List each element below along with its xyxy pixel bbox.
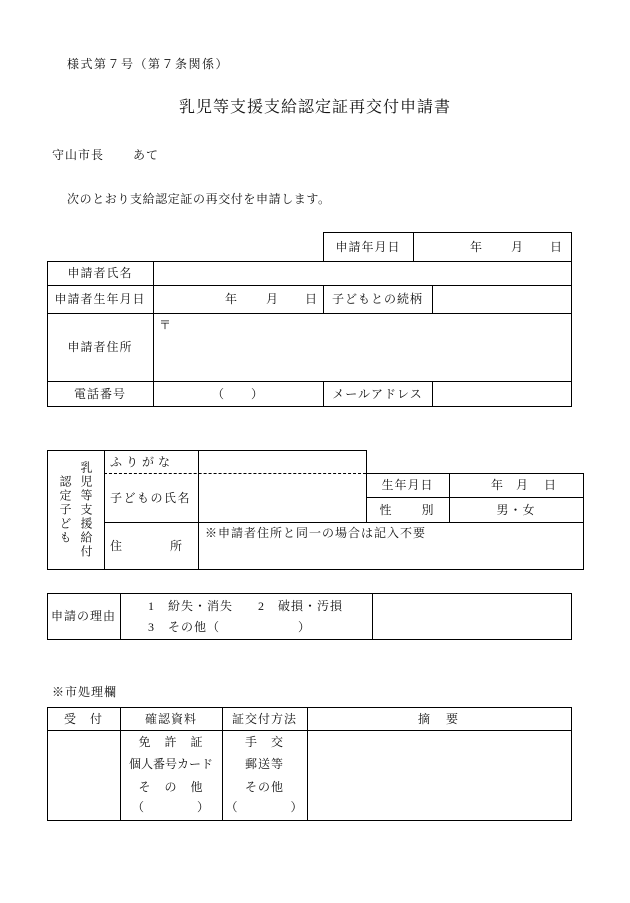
reason-option-damaged: 2 破損・汚損 bbox=[258, 599, 344, 613]
child-gender-options: 男・女 bbox=[496, 502, 536, 517]
office-use-label: ※市処理欄 bbox=[52, 685, 118, 699]
application-date-month: 月 bbox=[511, 240, 525, 254]
reason-detail-field bbox=[373, 594, 571, 639]
child-address-note: ※申請者住所と同一の場合は記入不要 bbox=[205, 526, 427, 540]
table-rule bbox=[571, 593, 572, 640]
issuance-method-item: 郵送等 bbox=[244, 757, 284, 771]
application-date-day: 日 bbox=[550, 240, 564, 254]
column-header-verification: 確認資料 bbox=[144, 711, 197, 726]
verification-item: 個人番号カード bbox=[128, 757, 213, 771]
reason-label: 申請の理由 bbox=[50, 609, 116, 623]
column-header-issuance-method: 証交付方法 bbox=[231, 711, 297, 726]
applicant-address-field bbox=[154, 314, 571, 381]
child-birthdate-year: 年 bbox=[491, 478, 505, 492]
table-rule bbox=[104, 522, 584, 523]
table-rule bbox=[571, 232, 572, 407]
child-birthdate-month: 月 bbox=[516, 478, 530, 492]
issuance-method-item: その他 bbox=[244, 780, 284, 794]
email-field bbox=[433, 382, 571, 406]
applicant-birthdate-year: 年 bbox=[225, 292, 239, 306]
child-name-field bbox=[199, 474, 366, 522]
intro-text: 次のとおり支給認定証の再交付を申請します。 bbox=[67, 192, 331, 206]
table-rule bbox=[47, 820, 572, 821]
child-address-label: 住 所 bbox=[110, 539, 186, 553]
table-rule bbox=[47, 639, 572, 640]
applicant-birthdate-label: 申請者生年月日 bbox=[54, 292, 146, 306]
child-furigana-field bbox=[199, 451, 366, 473]
child-section-label-line2: 認定子ども bbox=[58, 474, 72, 545]
table-rule bbox=[47, 406, 572, 407]
child-birthdate-label: 生年月日 bbox=[381, 478, 434, 492]
form-title: 乳児等支援支給認定証再交付申請書 bbox=[178, 99, 451, 116]
child-gender-label: 性 別 bbox=[379, 502, 436, 517]
table-rule bbox=[583, 473, 584, 570]
child-section-label bbox=[47, 450, 104, 569]
column-header-reception: 受 付 bbox=[63, 711, 103, 726]
verification-item: 免 許 証 bbox=[138, 735, 204, 749]
table-rule bbox=[47, 569, 584, 570]
child-name-label: 子どもの氏名 bbox=[110, 491, 192, 505]
applicant-name-field bbox=[154, 262, 571, 285]
column-header-remarks: 摘 要 bbox=[417, 711, 460, 726]
form-number: 様式第７号（第７条関係） bbox=[67, 57, 230, 71]
table-rule bbox=[104, 450, 105, 570]
application-date-field bbox=[414, 233, 571, 261]
relationship-label: 子どもとの続柄 bbox=[331, 292, 423, 306]
phone-field: （ ） bbox=[211, 386, 264, 401]
verification-item: （ ） bbox=[131, 800, 210, 814]
reason-option-lost: 1 紛失・消失 bbox=[148, 599, 234, 613]
addressee-suffix: あて bbox=[133, 148, 160, 162]
postal-mark: 〒 bbox=[159, 318, 173, 332]
reason-option-other: 3 その他（ ） bbox=[148, 620, 312, 634]
applicant-address-label: 申請者住所 bbox=[67, 340, 133, 354]
relationship-field bbox=[433, 286, 571, 313]
child-section-label-line1: 乳児等支援給付 bbox=[79, 460, 93, 559]
addressee: 守山市長 bbox=[52, 148, 105, 162]
application-date-label: 申請年月日 bbox=[335, 239, 401, 254]
email-label: メールアドレス bbox=[332, 386, 423, 401]
verification-item: そ の 他 bbox=[138, 780, 204, 794]
issuance-method-item: （ ） bbox=[225, 800, 304, 814]
applicant-birthdate-day: 日 bbox=[305, 292, 319, 306]
table-rule bbox=[571, 707, 572, 821]
applicant-birthdate-month: 月 bbox=[266, 292, 280, 306]
application-date-year: 年 bbox=[470, 240, 484, 254]
remarks-field bbox=[308, 731, 571, 820]
table-rule bbox=[120, 593, 121, 640]
issuance-method-item: 手 交 bbox=[244, 735, 284, 749]
reception-field bbox=[48, 731, 120, 820]
applicant-name-label: 申請者氏名 bbox=[67, 266, 133, 280]
furigana-label: ふりがな bbox=[110, 455, 175, 469]
child-birthdate-day: 日 bbox=[544, 478, 558, 492]
phone-label: 電話番号 bbox=[73, 386, 126, 401]
